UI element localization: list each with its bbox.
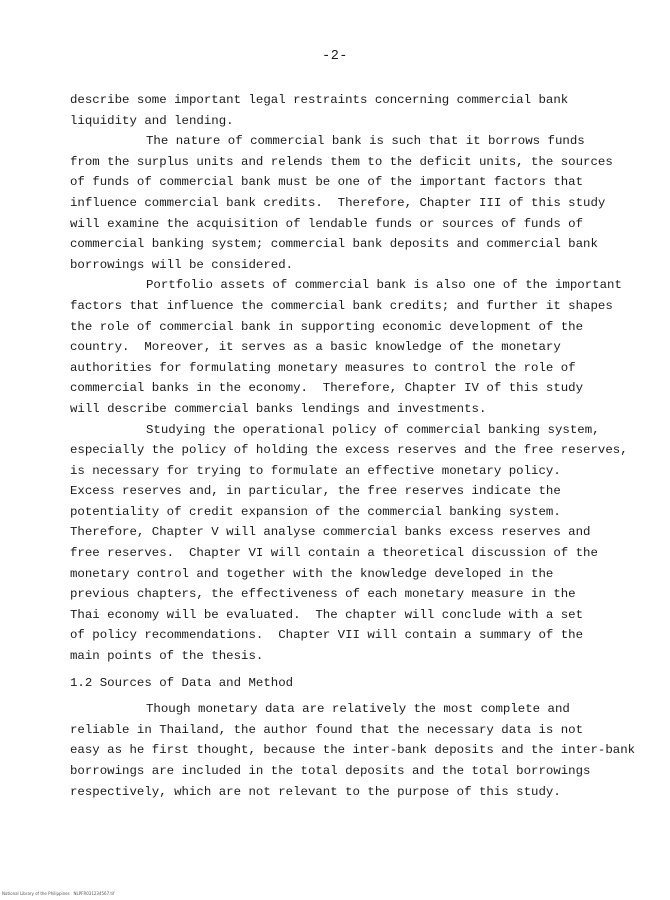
text-line: monetary control and together with the knowledge developed in the [70, 566, 554, 581]
text-line: influence commercial bank credits. Therefore, Chapter III of this study [70, 195, 606, 210]
text-line: will examine the acquisition of lendable funds or sources of funds of [70, 216, 584, 231]
text-line: previous chapters, the effectiveness of each monetary measure in the [70, 587, 576, 602]
text-line: will describe commercial banks lendings and investments. [70, 401, 487, 416]
text-line: The nature of commercial bank is such that it borrows funds [146, 134, 585, 149]
text-line: factors that influence the commercial bank credits; and further it shapes [70, 298, 613, 313]
text-line: authorities for formulating monetary measures to control the role of [70, 360, 576, 375]
text-line: of funds of commercial bank must be one of the important factors that [70, 175, 584, 190]
text-line: commercial banks in the economy. Therefore, Chapter IV of this study [70, 381, 584, 396]
text-line: Thai economy will be evaluated. The chapter will conclude with a set [70, 607, 584, 622]
text-line: describe some important legal restraints concerning commercial bank [70, 93, 569, 107]
text-line: from the surplus units and relends them to the deficit units, the sources [70, 154, 613, 169]
text-line: reliable in Thailand, the author found that the necessary data is not [70, 722, 584, 737]
section-heading: 1.2 Sources of Data and Method [70, 675, 294, 690]
scan-footer: National Library of the Philippines NLPFR031234567.tif [2, 891, 115, 896]
text-line: Portfolio assets of commercial bank is also one of the important [146, 278, 622, 293]
text-line: easy as he first thought, because the inter-bank deposits and the inter-bank [70, 743, 636, 758]
text-line: borrowings will be considered. [70, 257, 294, 272]
text-line: especially the policy of holding the excess reserves and the free reserves, [70, 443, 628, 458]
text-line: Studying the operational policy of commercial banking system, [146, 422, 600, 437]
text-line: the role of commercial bank in supporting economic development of the [70, 319, 584, 334]
text-line: of policy recommendations. Chapter VII will contain a summary of the [70, 628, 584, 643]
text-line: borrowings are included in the total deposits and the total borrowings [70, 764, 591, 778]
text-line: respectively, which are not relevant to the purpose of this study. [70, 784, 561, 799]
page-number: -2- [322, 49, 348, 64]
text-line: liquidity and lending. [70, 113, 234, 128]
text-line: Therefore, Chapter V will analyse commercial banks excess reserves and [70, 525, 591, 540]
body-text [70, 90, 660, 802]
text-line: Excess reserves and, in particular, the free reserves indicate the [70, 484, 561, 499]
text-line: free reserves. Chapter VI will contain a theoretical discussion of the [70, 546, 598, 561]
text-line: is necessary for trying to formulate an effective monetary policy. [70, 463, 561, 478]
text-line: country. Moreover, it serves as a basic knowledge of the monetary [70, 340, 561, 355]
text-line: potentiality of credit expansion of the commercial banking system. [70, 504, 561, 519]
text-line: main points of the thesis. [70, 649, 264, 664]
text-line: Though monetary data are relatively the most complete and [146, 702, 570, 717]
text-line: commercial banking system; commercial bank deposits and commercial bank [70, 237, 598, 252]
